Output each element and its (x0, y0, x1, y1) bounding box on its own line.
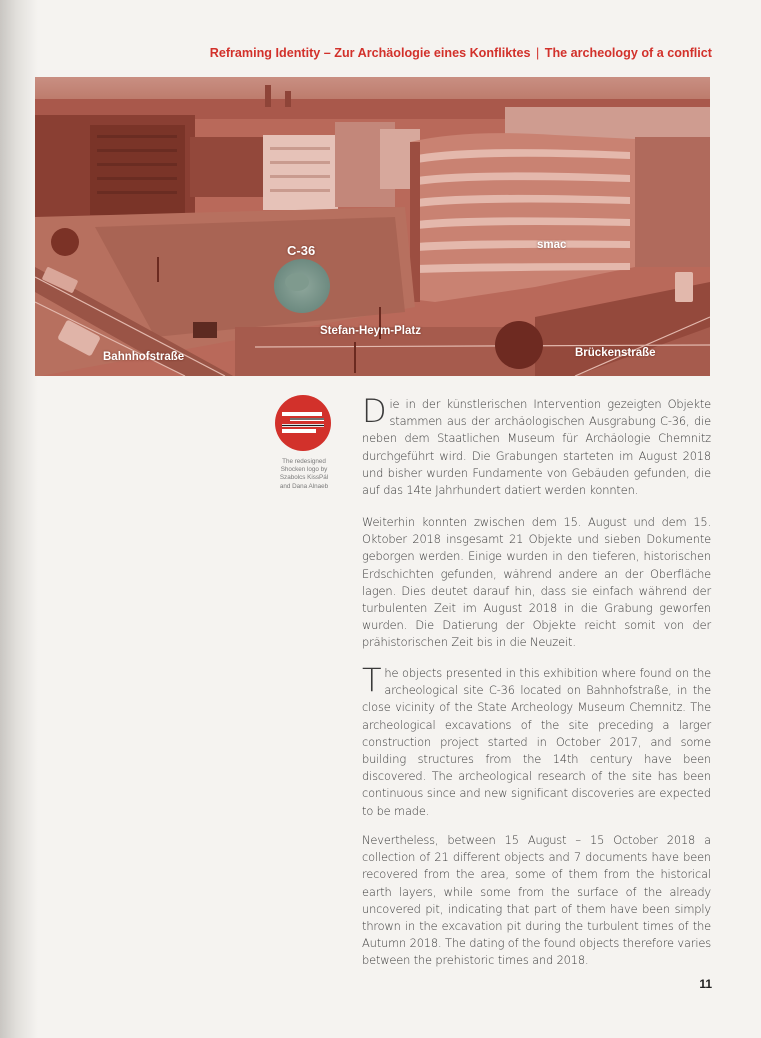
book-spine-shadow (0, 0, 38, 1038)
caption-line: Szabolcs KissPál (279, 474, 329, 482)
german-paragraph-2: Weiterhin konnten zwischen dem 15. August und dem 15. Oktober 2018 insgesamt 21 Objekte und sieben Dokumente geborgen werden. Einige wurden in den tieferen, historischen Erdschichten gefunden, während andere an der Oberfläche lagen. Dies deutet darauf hin, dass sie einfach während der turbulenten Zeit im August 2018 in die Grabung geworfen wurden. Die Datierung der Objekte reicht somit von der prähistorischen Zeit bis in die Neuzeit. (362, 515, 711, 650)
photo-label-street-left: Bahnhofstraße (103, 351, 185, 363)
photo-label-site: C-36 (287, 243, 316, 258)
header-separator: | (535, 46, 540, 60)
header-title-english: The archeology of a conflict (544, 46, 712, 60)
running-header (40, 46, 712, 60)
caption-line: and Dana Alnaeb (279, 482, 329, 490)
caption-line: The redesigned (282, 458, 326, 465)
drop-cap: T (362, 661, 382, 699)
english-paragraph-2: Nevertheless, between 15 August – 15 October 2018 a collection of 21 different objects and 7 documents have been recovered from the area, some of them from the historical earth layers, while some from the surface of the already uncovered pit, indicating that part of them have been simply thrown in the excavation pit during the turbulent times of the Autumn 2018. The dating of the found objects therefore varies between the prehistoric times and 2018. (362, 833, 711, 968)
paragraph-text: he objects presented in this exhibition where found on the archeological site C-36 located on Bahnhofstraße, in the close vicinity of the State Archeology Museum Chemnitz. The archeological excavations of the site preceding a larger construction project started in October 2017, and some building structures from the 14th century have been discovered. The archeological research of the site has been continuous since and new significant discoveries are expected to be made. (362, 666, 711, 818)
drop-cap: D (362, 392, 387, 430)
paragraph-text: ie in der künstlerischen Intervention gezeigten Objekte stammen aus der archäologischen Ausgrabung C-36, die neben dem Staatlichen Museum für Archäologie Chemnitz durchgeführt wird. Die Grabungen starteten im August 2018 und bisher wurden Fundamente von Gebäuden gefunden, die auf das 14te Jahrhundert datiert werden konnten. (362, 397, 711, 498)
logo-caption (265, 458, 343, 491)
page-number: 11 (699, 977, 712, 991)
german-paragraph-1 (362, 392, 711, 499)
header-title-german: Reframing Identity – Zur Archäologie eines Konfliktes (209, 46, 531, 60)
aerial-site-photo (35, 77, 710, 376)
photo-label-plaza: Stefan-Heym-Platz (320, 325, 421, 337)
caption-line: Shocken logo by (280, 466, 328, 474)
shocken-logo-icon (274, 394, 332, 452)
photo-label-museum: smac (537, 239, 567, 251)
photo-label-street-right: Brückenstraße (575, 347, 656, 359)
english-paragraph-1 (362, 661, 711, 820)
